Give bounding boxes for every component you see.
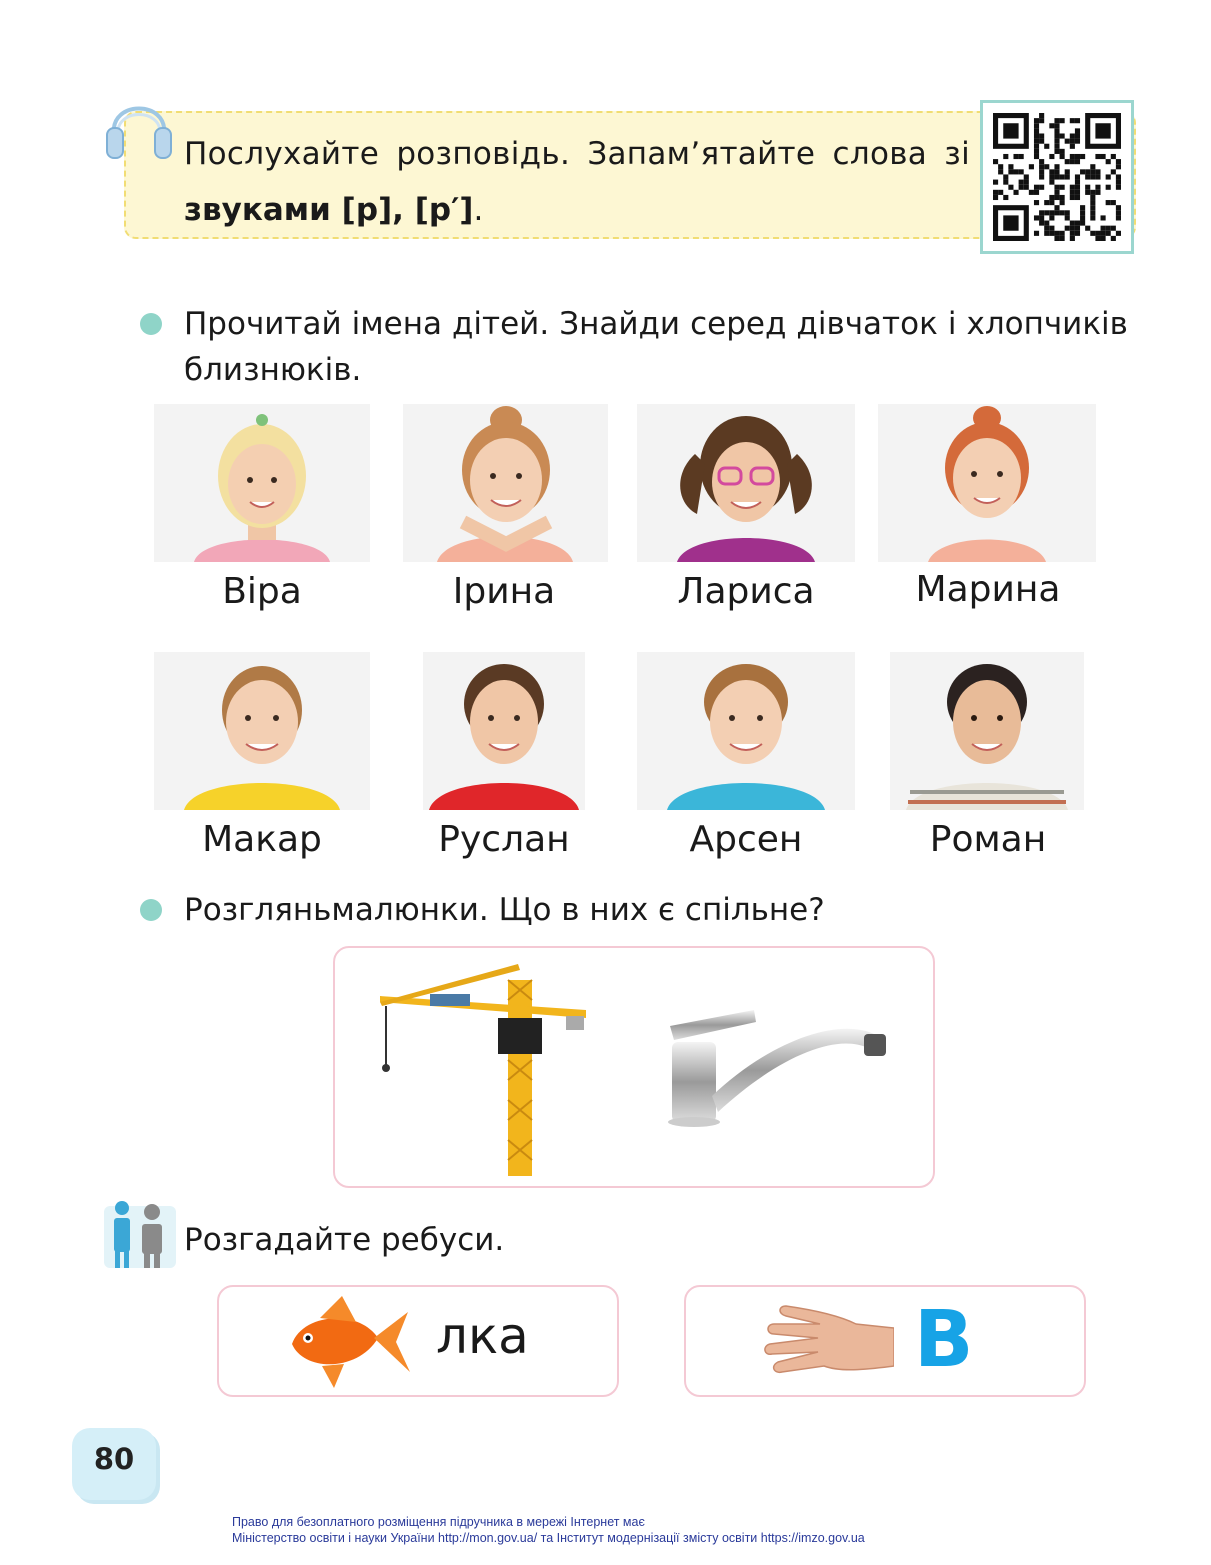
footer-line2: Міністерство освіти і науки України http://mon.gov.ua/ та Інститут модернізації змісту освіти https://imzo.gov.ua	[232, 1531, 865, 1545]
rebus2-letter: В	[914, 1295, 974, 1385]
hand-image	[760, 1298, 894, 1390]
two-people-icon	[104, 1198, 176, 1270]
word: Запам’ятайте	[587, 136, 816, 172]
boy-name-1: Макар	[202, 819, 322, 860]
goldfish-image	[272, 1292, 412, 1390]
word: серед	[690, 306, 787, 342]
faucet-image	[664, 1006, 892, 1128]
qr-code[interactable]	[980, 100, 1134, 254]
child-photo-iryna	[403, 404, 608, 562]
girl-name-3: Лариса	[677, 571, 815, 612]
headphones-icon	[104, 82, 174, 168]
child-photo-maryna	[878, 404, 1096, 562]
task1-line1	[184, 302, 1128, 346]
word: Прочитай	[184, 306, 342, 342]
boy-name-3: Арсен	[689, 819, 803, 860]
child-photo-arsen	[637, 652, 855, 810]
page-number: 80	[93, 1442, 135, 1476]
word: Послухайте	[184, 136, 380, 172]
girl-name-1: Віра	[222, 571, 302, 612]
period: .	[473, 192, 484, 228]
boy-name-2: Руслан	[438, 819, 570, 860]
word: Знайди	[559, 306, 681, 342]
listen-task-line2	[184, 188, 483, 232]
qr-code-image	[993, 113, 1121, 241]
rebus1-text: лка	[436, 1307, 529, 1365]
child-photo-roman	[890, 652, 1084, 810]
girl-name-4: Марина	[915, 569, 1061, 610]
word: слова	[832, 136, 928, 172]
task2-text: Розгляньмалюнки. Що в них є спільне?	[184, 892, 825, 928]
task1-line2: близнюків.	[184, 352, 362, 388]
girl-name-2: Ірина	[452, 571, 556, 612]
child-photo-vira	[154, 404, 370, 562]
word: дівчаток	[796, 306, 938, 342]
word: імена	[351, 306, 442, 342]
bullet-icon	[140, 313, 162, 335]
bullet-icon	[140, 899, 162, 921]
child-photo-makar	[154, 652, 370, 810]
footer-line1: Право для безоплатного розміщення підручника в мережі Інтернет має	[232, 1515, 645, 1529]
child-photo-ruslan	[423, 652, 585, 810]
task3-text: Розгадайте ребуси.	[184, 1222, 505, 1258]
word: розповідь.	[396, 136, 571, 172]
listen-task-line1	[184, 132, 970, 176]
sounds-bold: звуками [р], [р′]	[184, 192, 474, 228]
boy-name-4: Роман	[929, 819, 1047, 860]
word: хлопчиків	[966, 306, 1128, 342]
word: дітей.	[452, 306, 550, 342]
child-photo-larysa	[637, 404, 855, 562]
word: зі	[944, 136, 970, 172]
word: і	[947, 306, 957, 342]
crane-image	[378, 960, 588, 1178]
